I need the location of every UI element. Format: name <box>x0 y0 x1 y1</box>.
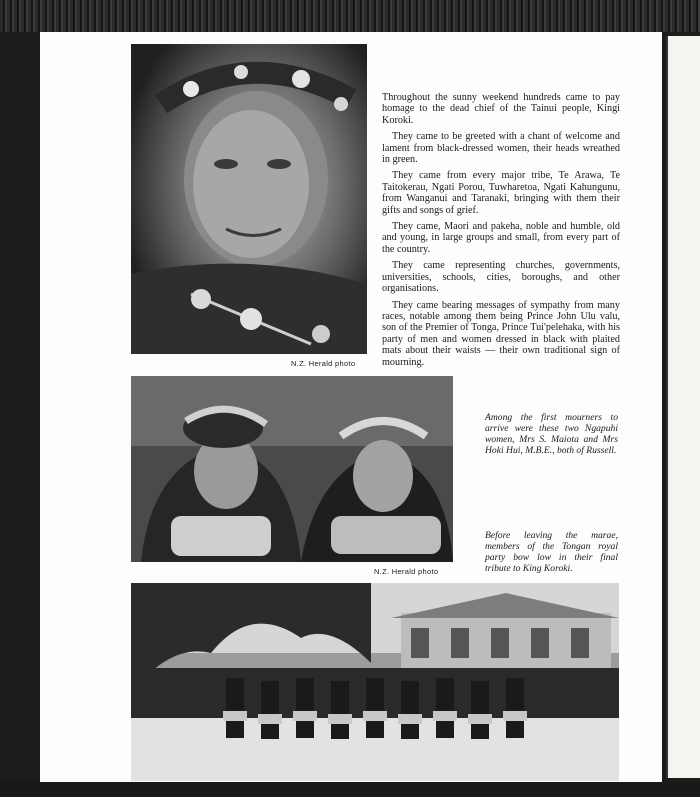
photo-credit: N.Z. Herald photo <box>374 567 439 576</box>
article-paragraph: Throughout the sunny weekend hundreds came to pay homage to the dead chief of the Tainui people, Kingi Koroki. <box>382 92 620 126</box>
article-paragraph: They came to be greeted with a chant of welcome and lament from black-dressed women, their heads wreathed in green. <box>382 131 620 166</box>
scan-bottom-edge <box>0 782 700 797</box>
mourners-photo <box>131 376 453 562</box>
scan-top-edge <box>0 0 700 32</box>
marae-photo <box>131 583 619 781</box>
article-paragraph: They came representing churches, governments, universities, schools, cities, boroughs, and other organisations. <box>382 260 620 295</box>
facing-page-edge <box>666 36 700 778</box>
article-paragraph: They came, Maori and pakeha, noble and humble, old and young, in large groups and small, from every part of the country. <box>382 221 620 255</box>
article-body <box>382 92 620 373</box>
mourners-caption: Among the first mourners to arrive were these two Ngapuhi women, Mrs S. Maiota and Mrs Hoki Hui, M.B.E., both of Russell. <box>485 412 618 456</box>
portrait-photo <box>131 44 367 354</box>
tongan-caption: Before leaving the marae, members of the Tongan royal party bow low in their final tribute to King Koroki. <box>485 530 618 574</box>
photo-credit: N.Z. Herald photo <box>291 359 356 368</box>
article-paragraph: They came bearing messages of sympathy from many races, notable among them being Prince John Ulu valu, son of the Premier of Tonga, Prince Tui'pelehaka, with his party of men and women dressed in black with plaited mats about their waists — their own traditional sign of mourning. <box>382 299 620 368</box>
article-paragraph: They came from every major tribe, Te Arawa, Te Taitokerau, Ngati Porou, Tuwharetoa, Ngati Kahungunu, from Wanganui and Taranaki, bringing with them their gifts and songs of grief. <box>382 170 620 216</box>
